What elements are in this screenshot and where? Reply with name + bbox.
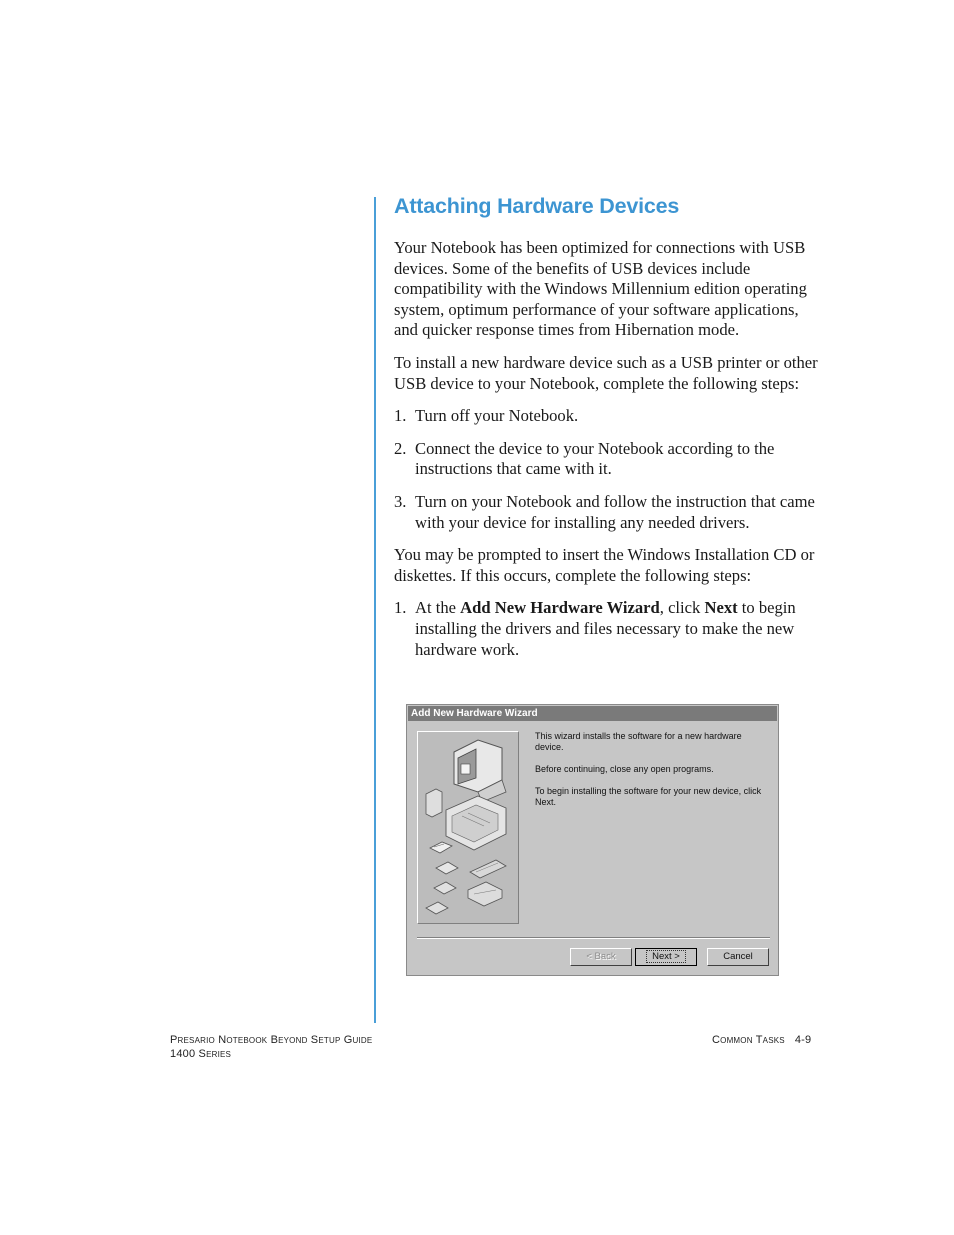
footer-section: Common Tasks [712, 1034, 785, 1046]
next-button[interactable] [635, 948, 697, 966]
step-number: 3. [394, 491, 407, 511]
step-number: 1. [394, 406, 407, 426]
dialog-title-bar: Add New Hardware Wizard [408, 706, 777, 721]
footer-right [712, 1033, 822, 1047]
footer-series: 1400 Series [170, 1048, 232, 1060]
step-text-post: to begin installing the drivers and files necessary to make the new hardware work. [415, 598, 796, 659]
dialog-separator [417, 937, 770, 939]
install-intro-paragraph: To install a new hardware device such as a USB printer or other USB device to your Notebook, complete the following steps: [394, 352, 818, 393]
list-item [394, 406, 826, 427]
add-hardware-wizard-dialog [406, 704, 779, 976]
footer-guide-title: Presario Notebook Beyond Setup Guide [170, 1034, 373, 1046]
wizard-step [394, 598, 826, 660]
dialog-line: To begin installing the software for your new device, click Next. [535, 786, 762, 807]
page-title: Attaching Hardware Devices [394, 194, 680, 218]
wizard-name: Add New Hardware Wizard [460, 598, 660, 618]
next-keyword: Next [704, 598, 738, 618]
next-button-label: Next > [646, 950, 686, 963]
step-text-mid: , click [659, 598, 705, 618]
install-steps [394, 406, 826, 533]
dialog-line: This wizard installs the software for a new hardware device. [535, 731, 742, 752]
intro-paragraph: Your Notebook has been optimized for connections with USB devices. Some of the benefits of USB devices include compatibility with the Windows Millennium edition operating system, optimum performance of your software applications, and quicker response times from Hibernation mode. [394, 238, 807, 340]
list-item [394, 492, 826, 533]
hardware-illustration-icon [418, 732, 518, 923]
step-text [415, 598, 826, 660]
step-text: Connect the device to your Notebook according to the instructions that came with it. [415, 438, 775, 479]
dialog-message [535, 731, 771, 819]
prompted-paragraph: You may be prompted to insert the Windows Installation CD or diskettes. If this occurs, complete the following steps: [394, 545, 815, 585]
back-button[interactable]: < Back [570, 948, 632, 966]
step-number: 1. [394, 598, 407, 618]
dialog-line: Before continuing, close any open programs. [535, 764, 714, 774]
step-text-pre: At the [415, 598, 461, 618]
list-item [394, 439, 826, 480]
step-text: Turn off your Notebook. [415, 406, 579, 426]
step-text: Turn on your Notebook and follow the instruction that came with your device for installing any needed drivers. [415, 491, 815, 532]
page-number: 4-9 [794, 1034, 812, 1046]
wizard-hardware-illustration [417, 731, 519, 924]
cancel-button[interactable]: Cancel [707, 948, 769, 966]
margin-rule [374, 197, 376, 1023]
footer-left [170, 1033, 372, 1061]
main-content [394, 192, 826, 672]
step-number: 2. [394, 438, 407, 458]
